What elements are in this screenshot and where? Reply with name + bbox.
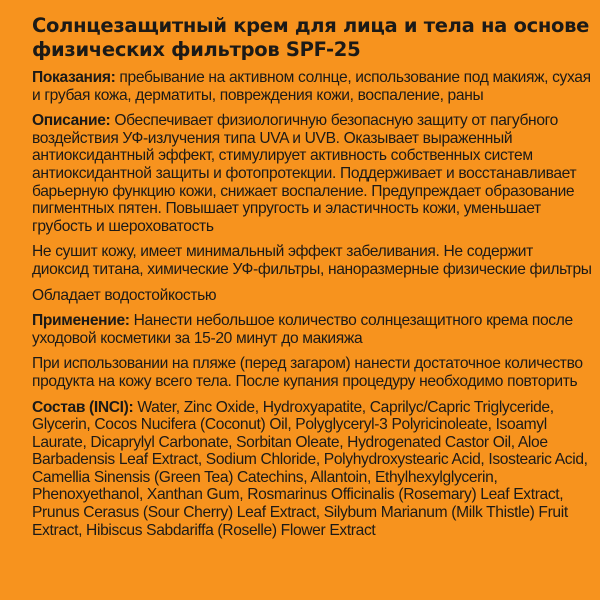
composition-paragraph	[32, 399, 592, 540]
beach-usage-paragraph	[32, 355, 592, 390]
application-text: Нанести небольшое количество солнцезащитного крема после уходовой косметики за 15-20 минут до макияжа	[32, 312, 573, 347]
product-info	[32, 14, 592, 547]
composition-text: Water, Zinc Oxide, Hydroxyapatite, Caprilyc/Capric Triglyceride, Glycerin, Cocos Nucifera (Coconut) Oil, Polyglyceryl-3 Polyricinoleate, Isoamyl Laurate, Dicaprylyl Carbonate, Sorbitan Oleate, Hydrogenated Castor Oil, Aloe Barbadensis Leaf Extract, Sodium Chloride, Polyhydroxystearic Acid, Isostearic Acid, Camellia Sinensis (Green Tea) Catechins, Allantoin, Ethylhexylglycerin, Phenoxyethanol, Xanthan Gum, Rosmarinus Officinalis (Rosemary) Leaf Extract, Prunus Cerasus (Sour Cherry) Leaf Extract, Silybum Marianum (Milk Thistle) Fruit Extract, Hibiscus Sabdariffa (Roselle) Flower Extract	[32, 398, 588, 539]
application-label: Применение:	[32, 312, 130, 330]
properties-paragraph	[32, 243, 592, 278]
description-text: Обеспечивает физиологичную безопасную защиту от пагубного воздействия УФ-излучения типа UVA и UVB. Оказывает выраженный антиоксидантный эффект, стимулирует активность собственных систем антиоксидантной защиты и фотопротекции. Поддерживает и восстанавливает барьерную функцию кожи, снижает воспаление. Предупреждает образование пигментных пятен. Повышает упругость и эластичность кожи, уменьшает грубость и шероховатость	[32, 112, 577, 235]
properties-text: Не сушит кожу, имеет минимальный эффект забеливания. Не содержит диоксид титана, химические УФ-фильтры, наноразмерные физические фильтры	[32, 243, 592, 278]
beach-usage-text: При использовании на пляже (перед загаром) нанести достаточное количество продукта на кожу всего тела. После купания процедуру необходимо повторить	[32, 355, 583, 390]
product-title: Солнцезащитный крем для лица и тела на основе физических фильтров SPF-25	[32, 14, 590, 61]
description-paragraph	[32, 112, 592, 235]
waterproof-paragraph	[32, 287, 592, 305]
indications-text: пребывание на активном солнце, использование под макияж, сухая и грубая кожа, дерматиты, повреждения кожи, воспаление, раны	[32, 69, 591, 104]
waterproof-text: Обладает водостойкостью	[32, 286, 217, 304]
composition-label: Состав (INCI):	[32, 398, 134, 416]
indications-paragraph	[32, 69, 592, 104]
indications-label: Показания:	[32, 69, 116, 86]
description-label: Описание:	[32, 112, 111, 130]
application-paragraph	[32, 312, 592, 347]
